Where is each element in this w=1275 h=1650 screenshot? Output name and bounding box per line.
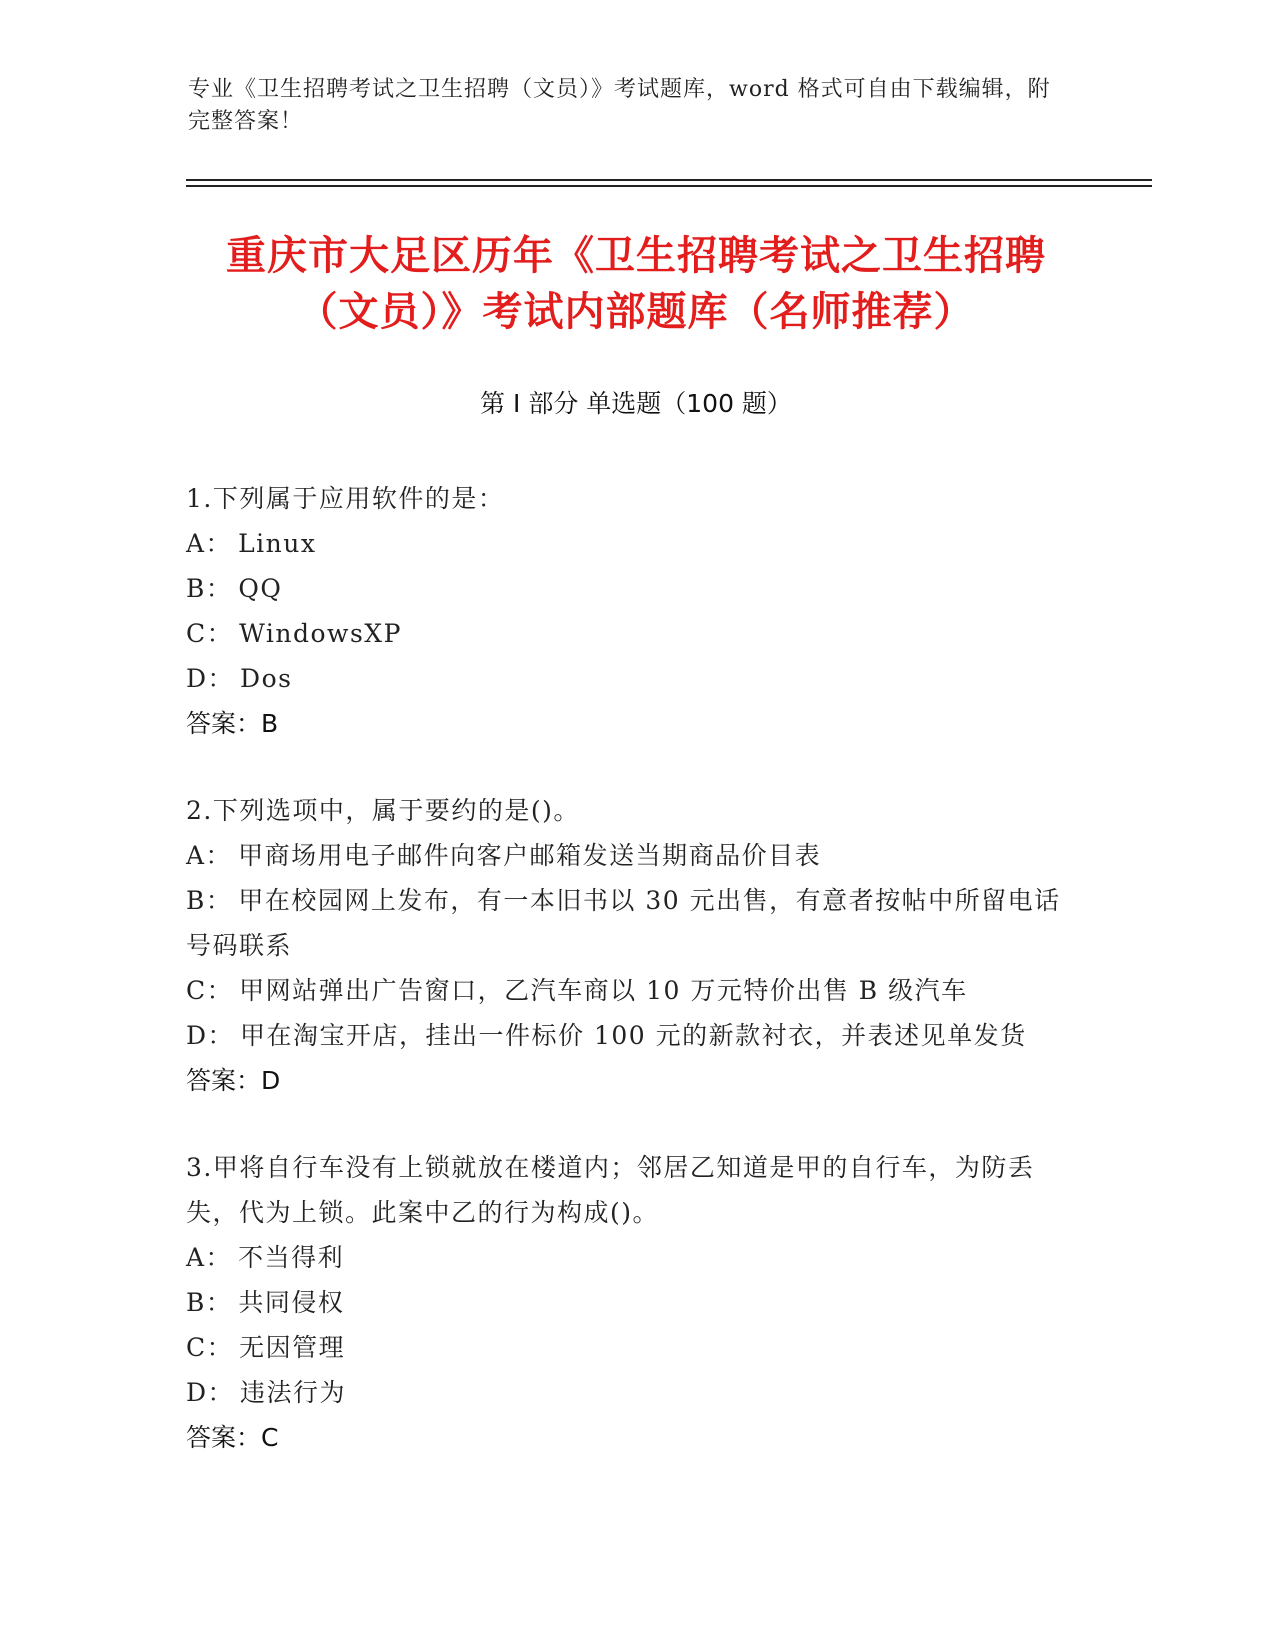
question-1: [186, 476, 1086, 746]
option-text: 甲在淘宝开店，挂出一件标价 100 元的新款衬衣，并表述见单发货: [240, 1021, 1027, 1050]
question-option: [186, 833, 1086, 878]
question-option: [186, 1325, 1086, 1370]
option-key: A：: [186, 529, 233, 558]
question-stem: 2.下列选项中，属于要约的是()。: [186, 796, 580, 825]
question-option: [186, 1370, 1086, 1415]
question-answer: 答案：D: [186, 1066, 281, 1095]
option-key: C：: [186, 619, 234, 648]
option-key: D：: [186, 1021, 235, 1050]
question-option: [186, 566, 1086, 611]
option-text: 甲商场用电子邮件向客户邮箱发送当期商品价目表: [238, 841, 822, 870]
question-option: [186, 968, 1086, 1013]
header-note: 专业《卫生招聘考试之卫生招聘（文员）》考试题库，word 格式可自由下载编辑，附完整答案！: [188, 77, 1051, 134]
question-option: [186, 1235, 1086, 1280]
question-option: [186, 1013, 1086, 1058]
question-list: [186, 476, 1086, 1502]
option-key: A：: [186, 1243, 233, 1272]
option-text: 共同侵权: [238, 1288, 345, 1317]
option-text: 无因管理: [239, 1333, 346, 1362]
option-text: QQ: [238, 574, 283, 603]
option-key: A：: [186, 841, 233, 870]
question-3: [186, 1145, 1086, 1460]
option-text: Dos: [240, 664, 293, 693]
option-key: B：: [186, 1288, 233, 1317]
option-key: D：: [186, 664, 235, 693]
header-rule-bottom: [186, 185, 1152, 187]
question-option: [186, 1280, 1086, 1325]
question-answer: 答案：C: [186, 1423, 279, 1452]
option-key: C：: [186, 1333, 234, 1362]
option-key: D：: [186, 1378, 235, 1407]
option-key: C：: [186, 976, 234, 1005]
question-option: [186, 611, 1086, 656]
option-text: 甲在校园网上发布，有一本旧书以 30 元出售，有意者按帖中所留电话号码联系: [186, 886, 1061, 960]
option-key: B：: [186, 886, 233, 915]
option-text: 甲网站弹出广告窗口，乙汽车商以 10 万元特价出售 B 级汽车: [239, 976, 968, 1005]
option-text: 违法行为: [240, 1378, 347, 1407]
question-stem: 3.甲将自行车没有上锁就放在楼道内；邻居乙知道是甲的自行车，为防丢失，代为上锁。此案中乙的行为构成()。: [186, 1153, 1035, 1227]
option-text: 不当得利: [238, 1243, 345, 1272]
document-title: 重庆市大足区历年《卫生招聘考试之卫生招聘（文员）》考试内部题库（名师推荐）: [226, 233, 1046, 335]
question-option: [186, 656, 1086, 701]
question-option: [186, 521, 1086, 566]
option-key: B：: [186, 574, 233, 603]
header-rule-top: [186, 179, 1152, 181]
option-text: WindowsXP: [239, 619, 402, 648]
question-2: [186, 788, 1086, 1103]
question-stem: 1.下列属于应用软件的是：: [186, 484, 505, 513]
question-option: [186, 878, 1086, 968]
option-text: Linux: [238, 529, 317, 558]
section-title: 第 I 部分 单选题（100 题）: [480, 389, 792, 418]
question-answer: 答案：B: [186, 709, 279, 738]
